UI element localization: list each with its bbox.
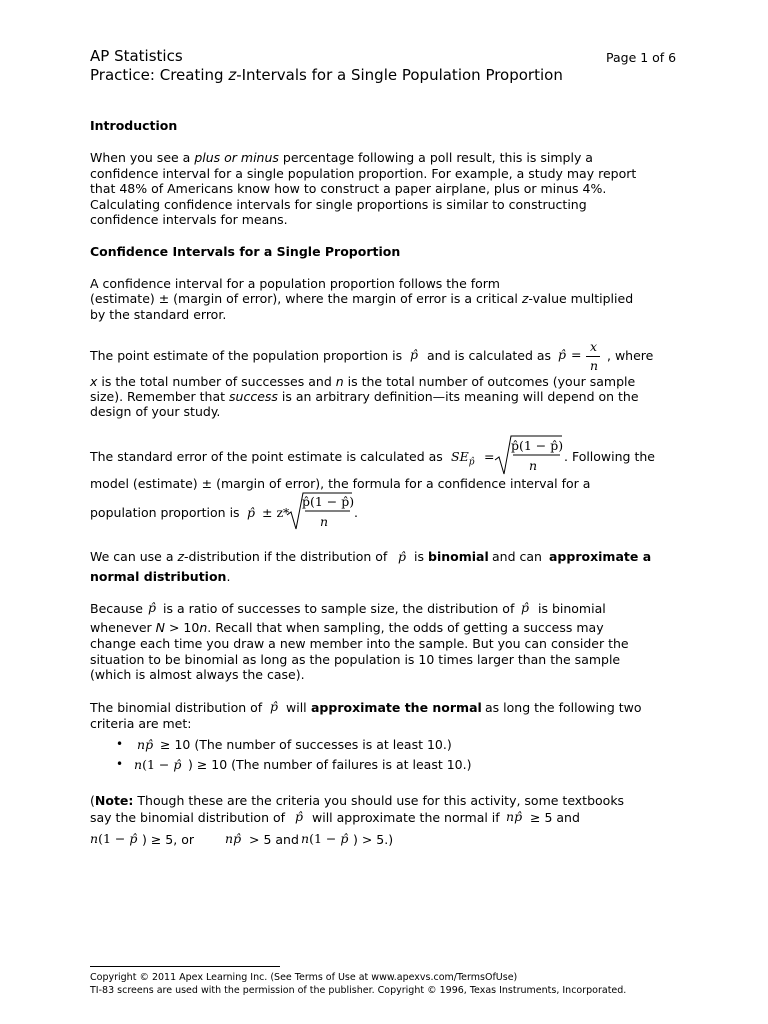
- course-title: AP Statistics: [90, 47, 183, 65]
- var-n: n: [90, 831, 99, 846]
- se-line-1a: The standard error of the point estimate is calculated as: [90, 449, 443, 464]
- intro-line-2: confidence interval for a single population proportion. For example, a study may report: [90, 166, 637, 181]
- binom-line-2: criteria are met:: [90, 716, 192, 731]
- phat-symbol: p̂: [398, 549, 407, 564]
- note-3c: ) > 5.): [353, 832, 394, 847]
- ci-heading: Confidence Intervals for a Single Proportion: [90, 244, 401, 259]
- note-text: Though these are the criteria you should use for this activity, some textbooks: [133, 793, 625, 808]
- bullet-icon: •: [116, 737, 124, 751]
- footer-copyright: Copyright © 2011 Apex Learning Inc. (See Terms of Use at www.apexvs.com/TermsOfUse): [90, 972, 518, 983]
- criterion-1: ≥ 10 (The number of successes is at least 10.): [160, 737, 452, 752]
- phat: p̂: [145, 737, 154, 752]
- one-minus: (1 −: [98, 831, 130, 846]
- because-text: . Recall that when sampling, the odds of getting a success may: [207, 620, 604, 635]
- page-number: Page 1 of 6: [606, 50, 677, 65]
- because-1a: Because: [90, 601, 143, 616]
- ci-text: (estimate) ± (margin of error), where the margin of error is a critical: [90, 291, 522, 306]
- phat: p̂: [129, 831, 138, 846]
- because-line-5: (which is almost always the case).: [90, 667, 305, 682]
- intro-emphasis: plus or minus: [194, 150, 279, 165]
- phat: p̂: [340, 831, 349, 846]
- note-paren: (: [90, 793, 95, 808]
- one-minus: (1 −: [142, 757, 174, 772]
- phat-symbol: p̂: [558, 347, 567, 362]
- se-numerator: p̂(1 − p̂): [511, 438, 564, 453]
- ci-line-1: A confidence interval for a population proportion follows the form: [90, 276, 500, 291]
- ci-text: -value multiplied: [528, 291, 634, 306]
- plus-minus-z: ± z*: [262, 505, 290, 520]
- var-N: N: [155, 620, 166, 635]
- fraction-bar: [586, 356, 600, 357]
- se-line-2: model (estimate) ± (margin of error), the formula for a confidence interval for a: [90, 476, 591, 491]
- because-1c: is binomial: [538, 601, 606, 616]
- se-line-3a: population proportion is: [90, 505, 240, 520]
- ci-numerator: p̂(1 − p̂): [302, 494, 355, 509]
- se-symbol: [451, 449, 474, 468]
- zdist-z: z: [177, 549, 185, 564]
- zdist-text: -distribution if the distribution of: [184, 549, 388, 564]
- phat: p̂: [514, 809, 523, 824]
- n-one-minus-phat: [90, 831, 137, 846]
- one-minus: (1 −: [309, 831, 341, 846]
- intro-line-4: Calculating confidence intervals for single proportions is similar to constructing: [90, 197, 587, 212]
- ci-z: z: [521, 291, 529, 306]
- var-n: n: [199, 620, 208, 635]
- phat-symbol: p̂: [247, 505, 256, 520]
- because-text: whenever: [90, 620, 156, 635]
- binom-1b: will: [286, 700, 307, 715]
- equals-sign: =: [484, 449, 495, 464]
- se-denominator: n: [529, 458, 538, 473]
- zdist-period: .: [226, 569, 231, 584]
- fraction-denominator-n: n: [590, 358, 599, 373]
- se-line-3b: .: [354, 505, 358, 520]
- ci-denominator: n: [320, 514, 329, 529]
- phat-symbol: p̂: [410, 347, 419, 362]
- point-line-1c: , where: [607, 348, 654, 363]
- because-line-3: change each time you draw a new member into the sample. But you can consider the: [90, 636, 629, 651]
- phat-symbol: p̂: [295, 809, 304, 824]
- point-success: success: [229, 389, 278, 404]
- point-line-3: [90, 389, 639, 405]
- because-1b: is a ratio of successes to sample size, the distribution of: [163, 601, 515, 616]
- intro-text: When you see a: [90, 150, 195, 165]
- phat-symbol: p̂: [270, 699, 279, 714]
- phat: p̂: [233, 831, 242, 846]
- intro-line-3: that 48% of Americans know how to construct a paper airplane, plus or minus 4%.: [90, 181, 607, 196]
- np-hat: [225, 831, 241, 846]
- because-text: > 10: [165, 620, 200, 635]
- n-one-minus-phat: [134, 757, 181, 772]
- footer-rule: [90, 966, 280, 967]
- intro-line-1: [90, 150, 593, 166]
- footer-ti83: TI-83 screens are used with the permission of the publisher. Copyright © 1996, Texas Instruments, Incorporated.: [90, 985, 627, 996]
- title-part-b: -Intervals for a Single Population Proportion: [236, 66, 563, 84]
- point-line-1a: The point estimate of the population proportion is: [90, 348, 403, 363]
- note-3a: ) ≥ 5, or: [142, 832, 194, 847]
- var-n: n: [225, 831, 234, 846]
- equals-sign: =: [571, 347, 582, 362]
- point-text: is the total number of outcomes (your sample: [343, 374, 636, 389]
- note-2c: ≥ 5 and: [530, 810, 580, 825]
- phat-symbol: p̂: [521, 600, 530, 615]
- zdist-line-2: [90, 569, 230, 585]
- var-n: n: [506, 809, 515, 824]
- note-2b: will approximate the normal if: [312, 810, 500, 825]
- zdist-approximate: approximate a: [549, 549, 652, 564]
- n-one-minus-phat: [301, 831, 348, 846]
- zdist-text: We can use a: [90, 549, 178, 564]
- se-subscript: p̂: [468, 457, 475, 468]
- point-text: size). Remember that: [90, 389, 230, 404]
- se-letters: SE: [451, 449, 469, 464]
- intro-heading: Introduction: [90, 118, 178, 133]
- zdist-normal: normal distribution: [90, 569, 227, 584]
- zdist-is: is: [414, 549, 424, 564]
- note-3b: > 5 and: [249, 832, 299, 847]
- title-z: z: [228, 66, 237, 84]
- note-line-1: [90, 793, 624, 809]
- intro-text: percentage following a poll result, this is simply a: [278, 150, 593, 165]
- bullet-icon: •: [116, 757, 124, 771]
- var-n: n: [137, 737, 146, 752]
- point-line-2: [90, 374, 635, 390]
- because-line-4: situation to be binomial as long as the population is 10 times larger than the sample: [90, 652, 621, 667]
- point-text: is the total number of successes and: [97, 374, 336, 389]
- fraction-numerator-x: x: [590, 339, 598, 354]
- criterion-2: ) ≥ 10 (The number of failures is at least 10.): [188, 757, 472, 772]
- title-part-a: Practice: Creating: [90, 66, 229, 84]
- point-text: is an arbitrary definition—its meaning will depend on the: [277, 389, 639, 404]
- note-line-2: say the binomial distribution of: [90, 810, 286, 825]
- note-label: Note:: [94, 793, 134, 808]
- binom-1a: The binomial distribution of: [90, 700, 263, 715]
- point-line-1b: and is calculated as: [427, 348, 552, 363]
- page-title: [90, 66, 563, 84]
- binom-approx-normal: approximate the normal: [311, 700, 482, 715]
- phat-symbol: p̂: [148, 600, 157, 615]
- var-n: n: [335, 374, 344, 389]
- because-line-2: [90, 620, 604, 636]
- var-n: n: [301, 831, 310, 846]
- zdist-line-1a: [90, 549, 387, 565]
- zdist-and-can: and can: [492, 549, 542, 564]
- np-hat: [137, 737, 153, 752]
- se-line-1b: . Following the: [564, 449, 655, 464]
- phat: p̂: [173, 757, 182, 772]
- np-hat: [506, 809, 522, 824]
- binom-1d: as long the following two: [485, 700, 642, 715]
- point-line-4: design of your study.: [90, 404, 221, 419]
- zdist-binomial: binomial: [428, 549, 489, 564]
- var-n: n: [134, 757, 143, 772]
- intro-line-5: confidence intervals for means.: [90, 212, 288, 227]
- ci-line-3: by the standard error.: [90, 307, 227, 322]
- var-x: x: [90, 374, 98, 389]
- ci-line-2: [90, 291, 633, 307]
